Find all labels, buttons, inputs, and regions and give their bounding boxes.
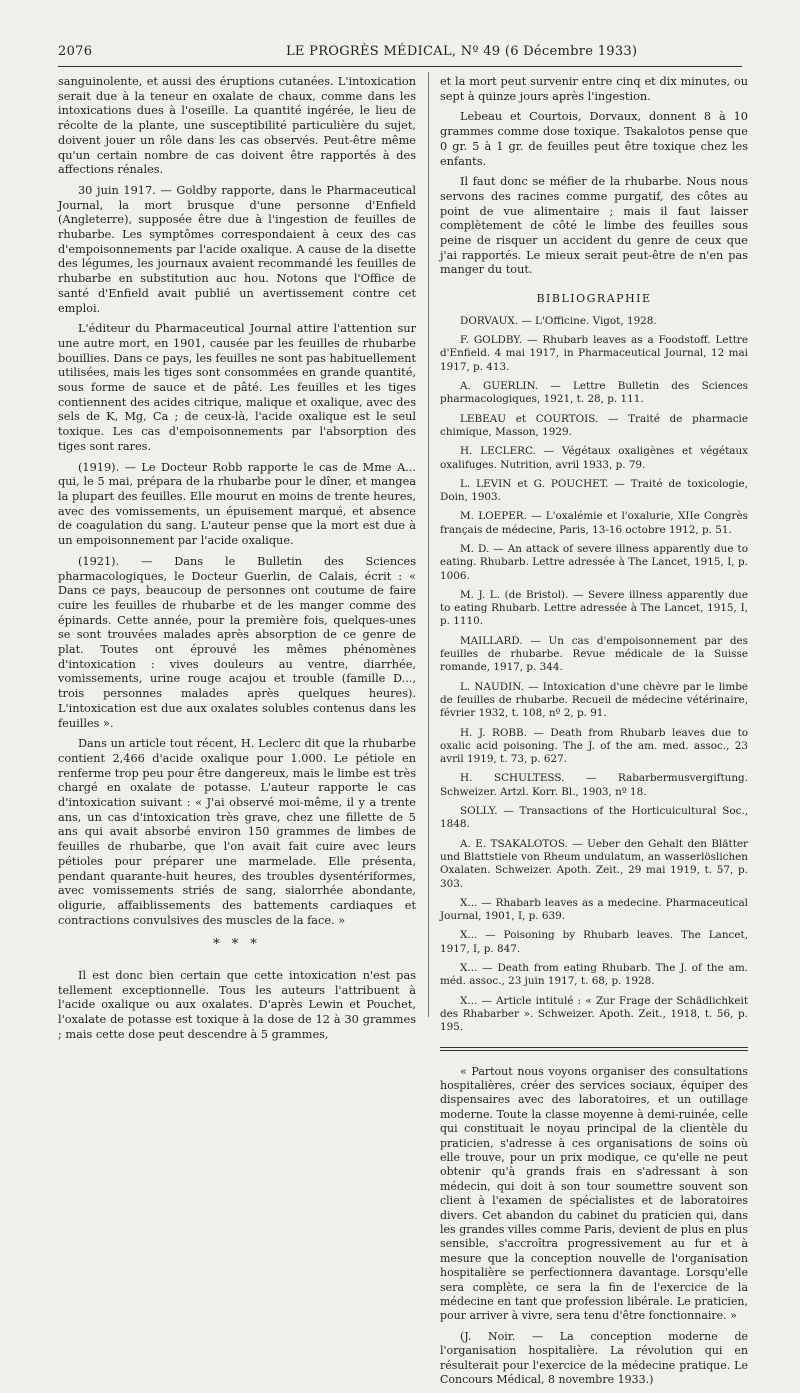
paragraph: 30 juin 1917. — Goldby rapporte, dans le Pharmaceutical Journal, la mort brusque d'une personne d'Enfield (Angleterre), supposée être due à l'ingestion de feuilles de rhubarbe. Les symptômes correspondaient à ceux des cas d'empoisonnements par l'acide oxalique. A cause de la disette des légumes, les journaux avaient recommandé les feuilles de rhubarbe en substitution auc hou. Notons que l'Office de santé d'Enfield avait publié un avertissement contre cet emploi. (58, 183, 416, 315)
bibliography-entry: SOLLY. — Transactions of the Horticuicultural Soc., 1848. (440, 805, 748, 831)
bibliography-entry: LEBEAU et COURTOIS. — Traité de pharmacie chimique, Masson, 1929. (440, 412, 748, 438)
bibliography-entry: A. E. TSAKALOTOS. — Ueber den Gehalt den Blätter und Blattstiele von Rheum undulatum, an wasserlöslichen Oxalaten. Schweizer. Apoth. Zeit., 29 mai 1919, t. 57, p. 303. (440, 837, 748, 890)
bibliography-list (440, 315, 748, 1035)
paragraph: Dans un article tout récent, H. Leclerc dit que la rhubarbe contient 2,466 d'acide oxalique pour 1.000. Le pétiole en renferme trop peu pour être dangereux, mais le limbe est très chargé en oxalate de potasse. L'auteur rapporte le cas d'intoxication suivant : « J'ai observé moi-même, il y a trente ans, un cas d'intoxication très grave, chez une fillette de 5 ans qui avait absorbé environ 150 grammes de limbes de feuilles de rhubarbe, que l'on avait fait cuire avec leurs pétioles pour préparer une marmelade. Elle présenta, pendant quarante-huit heures, des troubles dysentériformes, avec vomissements striés de sang, sialorrhée abondante, oligurie, affaiblissements des battements cardiaques et contractions convulsives des muscles de la face. » (58, 737, 416, 927)
bibliography-entry: H. SCHULTESS. — Rabarbermusvergiftung. Schweizer. Artzl. Korr. Bl., 1903, nº 18. (440, 772, 748, 798)
header-rule (58, 66, 742, 67)
quote-source: (J. Noir. — La conception moderne de l'organisation hospitalière. La révolution qui en résulterait pour l'exercice de la médecine pratique. Le Concours Médical, 8 novembre 1933.) (440, 1329, 748, 1387)
paragraph: Il est donc bien certain que cette intoxication n'est pas tellement exceptionnelle. Tous les auteurs l'attribuent à l'acide oxalique ou aux oxalates. D'après Lewin et Pouchet, l'oxalate de potasse est toxique à la dose de 12 à 30 grammes ; mais cette dose peut descendre à 5 grammes, (58, 969, 416, 1041)
right-column (440, 75, 748, 1393)
paragraph: (1919). — Le Docteur Robb rapporte le cas de Mme A... qui, le 5 mai, prépara de la rhubarbe pour le dîner, et mangea la plupart des feuilles. Elle mourut en moins de trente heures, avec des vomissements, un épuisement marqué, et absence de coagulation du sang. L'auteur pense que la mort est due à un empoisonnement par l'acide oxalique. (58, 460, 416, 548)
bibliography-entry: L. LEVIN et G. POUCHET. — Traité de toxicologie, Doin, 1903. (440, 477, 748, 504)
paragraph: (1921). — Dans le Bulletin des Sciences pharmacologiques, le Docteur Guerlin, de Calais, écrit : « Dans ce pays, beaucoup de personnes ont coutume de faire cuire les feuilles de rhubarbe et de les manger comme des épinards. Cette année, pour la première fois, quelques-unes se sont trouvées malades après absorption de ce genre de plat. Toutes ont éprouvé les mêmes phénomènes d'intoxication : vives douleurs au ventre, diarrhée, vomissements, urine rouge acajou et trouble (famille D..., trois personnes malades après quelques heures). L'intoxication est due aux oxalates solubles contenus dans les feuilles ». (58, 554, 416, 730)
bibliography-entry: X... — Poisoning by Rhubarb leaves. The Lancet, 1917, I, p. 847. (440, 929, 748, 955)
bibliography-entry: F. GOLDBY. — Rhubarb leaves as a Foodstoff. Lettre d'Enfield. 4 mai 1917, in Pharmaceutical Journal, 12 mai 1917, p. 413. (440, 334, 748, 373)
bibliography-entry: X... — Death from eating Rhubarb. The J. of the am. méd. assoc., 23 juin 1917, t. 68, p. 1928. (440, 962, 748, 988)
quoted-passage: « Partout nous voyons organiser des consultations hospitalières, créer des services sociaux, équiper des dispensaires avec des laboratoires, et un outillage moderne. Toute la classe moyenne à demi-ruinée, celle qui constituait le noyau principal de la clientèle du praticien, s'adresse à ces organisations de soins où elle trouve, pour un prix modique, ce qu'elle ne peut obtenir qu'à grands frais en s'adressant à son médecin, qui doit à son tour soumettre souvent son client à l'examen de spécialistes et de laboratoires divers. Cet abandon du cabinet du praticien qui, dans les grandes villes comme Paris, devient de plus en plus sensible, s'accroîtra progressivement au fur et à mesure que la conception nouvelle de l'organisation hospitalière se perfectionnera davantage. Lorsqu'elle sera complète, ce sera la fin de l'exercice de la médecine en tant que profession libérale. Le praticien, pour arriver à vivre, sera tenu d'être fonctionnaire. » (440, 1064, 748, 1323)
bibliography-entry: A. GUERLIN. — Lettre Bulletin des Sciences pharmacologiques, 1921, t. 28, p. 111. (440, 380, 748, 406)
paragraph: Lebeau et Courtois, Dorvaux, donnent 8 à 10 grammes comme dose toxique. Tsakalotos pense que 0 gr. 5 à 1 gr. de feuilles peut être toxique chez les enfants. (440, 110, 748, 168)
paragraph: L'éditeur du Pharmaceutical Journal attire l'attention sur une autre mort, en 1901, causée par les feuilles de rhubarbe bouillies. Dans ce pays, les feuilles ne sont pas habituellement utilisées, mais les tiges sont consommées en grande quantité, sous forme de sauce et de pâté. Les feuilles et les tiges contiennent des acides citrique, malique et oxalique, avec des sels de K, Mg, Ca ; de ceux-là, l'acide oxalique est le seul toxique. Les cas d'empoisonnements par l'absorption des tiges sont rares. (58, 322, 416, 453)
paragraph: et la mort peut survenir entre cinq et dix minutes, ou sept à quinze jours après l'ingestion. (440, 75, 748, 103)
section-separator: * * * (213, 937, 261, 953)
column-divider (428, 72, 429, 1017)
left-column (58, 75, 416, 1049)
bibliography-entry: L. NAUDIN. — Intoxication d'une chèvre par le limbe de feuilles de rhubarbe. Recueil de médecine vétérinaire, février 1932, t. 108, nº 2, p. 91. (440, 680, 748, 720)
section-rule (440, 1047, 748, 1051)
paragraph: sanguinolente, et aussi des éruptions cutanées. L'intoxication serait due à la teneur en oxalate de chaux, comme dans les intoxications dues à l'oseille. La quantité ingérée, le lieu de récolte de la plante, une susceptibilité particulière du sujet, doivent jouer un rôle dans les cas observés. Peut-être même qu'un certain nombre de cas doivent être rapportés à des affections rénales. (58, 75, 416, 177)
bibliography-entry: M. J. L. (de Bristol). — Severe illness apparently due to eating Rhubarb. Lettre adressée à The Lancet, 1915, I, p. 1110. (440, 588, 748, 628)
bibliography-entry: MAILLARD. — Un cas d'empoisonnement par des feuilles de rhubarbe. Revue médicale de la Suisse romande, 1917, p. 344. (440, 634, 748, 674)
bibliography-entry: DORVAUX. — L'Officine. Vigot, 1928. (460, 314, 657, 327)
paragraph: Il faut donc se méfier de la rhubarbe. Nous nous servons des racines comme purgatif, des côtes au point de vue alimentaire ; mais il faut laisser complètement de côté le limbe des feuilles sous peine de risquer un accident du genre de ceux que j'ai rapportés. Le mieux serait peut-être de n'en pas manger du tout. (440, 175, 748, 277)
bibliography-entry: M. D. — An attack of severe illness apparently due to eating. Rhubarb. Lettre adressée à The Lancet, 1915, I, p. 1006. (440, 543, 748, 582)
bibliography-heading: BIBLIOGRAPHIE (536, 292, 652, 306)
bibliography-entry: M. LOEPER. — L'oxalémie et l'oxalurie, XIIe Congrès français de médecine, Paris, 13-16 octobre 1912, p. 51. (440, 510, 748, 536)
bibliography-entry: H. J. ROBB. — Death from Rhubarb leaves due to oxalic acid poisoning. The J. of the am. med. assoc., 23 avril 1919, t. 73, p. 627. (440, 726, 748, 766)
bibliography-entry: X... — Article intitulé : « Zur Frage der Schädlichkeit des Rhabarber ». Schweizer. Apoth. Zeit., 1918, t. 56, p. 195. (440, 994, 748, 1034)
bibliography-entry: X... — Rhabarb leaves as a medecine. Pharmaceutical Journal, 1901, I, p. 639. (440, 896, 748, 923)
journal-title: LE PROGRÈS MÉDICAL, Nº 49 (6 Décembre 1933) (286, 44, 638, 59)
running-head (58, 44, 742, 62)
bibliography-entry: H. LECLERC. — Végétaux oxaligènes et végétaux oxalifuges. Nutrition, avril 1933, p. 79. (440, 445, 748, 471)
page-number: 2076 (58, 44, 93, 59)
